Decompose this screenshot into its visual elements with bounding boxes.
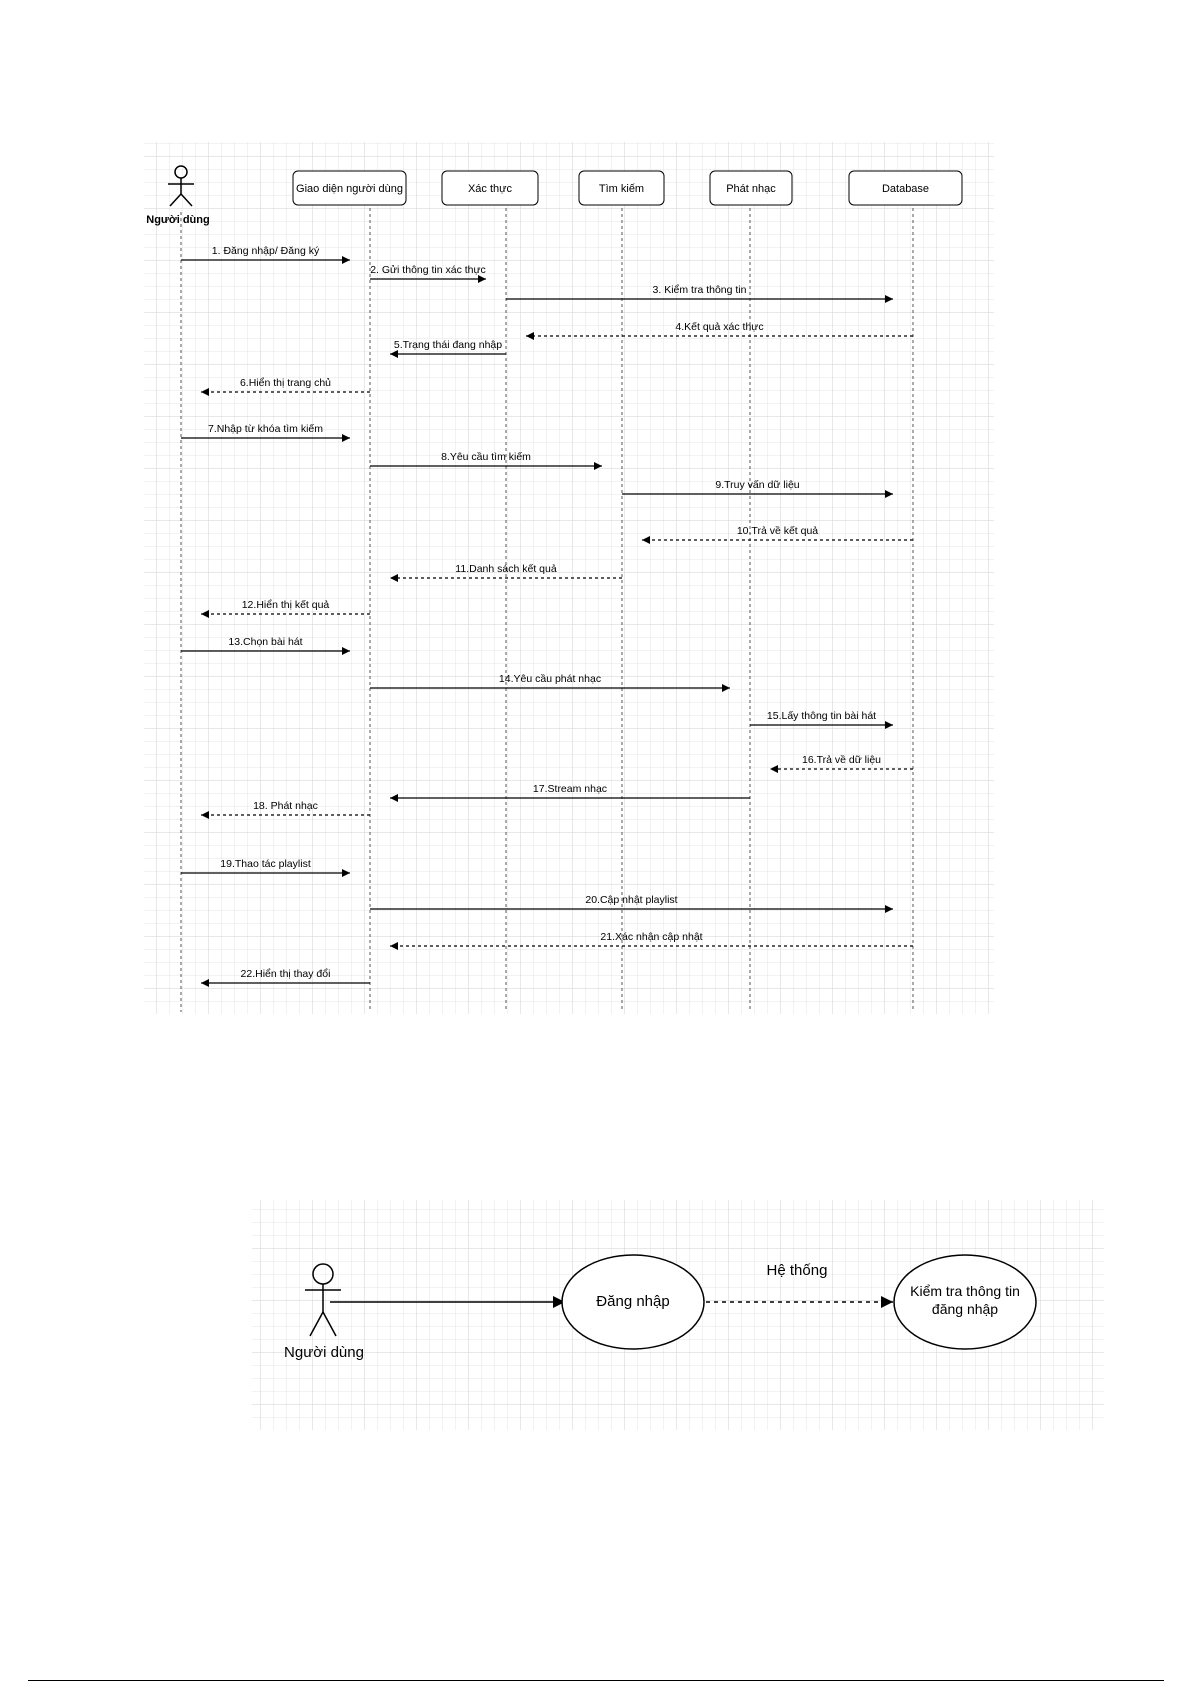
message-label-16: 16.Trả về dữ liệu: [801, 754, 882, 766]
message-label-2: 2. Gửi thông tin xác thực: [370, 264, 486, 276]
message-label-12: 12.Hiển thị kết quả: [241, 599, 330, 611]
message-label-1: 1. Đăng nhập/ Đăng ký: [211, 245, 320, 257]
message-label-3: 3. Kiểm tra thông tin: [652, 284, 747, 296]
message-label-21: 21.Xác nhận cập nhật: [600, 931, 703, 943]
message-label-20: 20.Cập nhật playlist: [585, 894, 678, 906]
participant-search-label: Tìm kiếm: [598, 183, 645, 195]
message-label-7: 7.Nhập từ khóa tìm kiếm: [208, 423, 323, 435]
message-label-6: 6.Hiển thị trang chủ: [239, 377, 332, 389]
message-label-9: 9.Truy vấn dữ liệu: [715, 479, 800, 491]
participant-search: [579, 171, 664, 205]
participant-player-label: Phát nhạc: [726, 183, 776, 195]
message-label-19: 19.Thao tác playlist: [220, 858, 311, 870]
message-label-4: 4.Kết quả xác thực: [675, 321, 764, 333]
participant-ui: [293, 171, 406, 205]
message-label-15: 15.Lấy thông tin bài hát: [766, 710, 877, 722]
message-label-22: 22.Hiển thị thay đổi: [240, 968, 331, 980]
page-footer-rule: [28, 1680, 1164, 1681]
usecase-login-label: Đăng nhập: [596, 1293, 670, 1310]
message-label-14: 14.Yêu cầu phát nhạc: [498, 673, 602, 685]
message-label-18: 18. Phát nhạc: [253, 800, 318, 812]
message-label-10: 10.Trả về kết quả: [736, 525, 819, 537]
usecase-actor-label: Người dùng: [284, 1344, 364, 1361]
participant-db: [849, 171, 962, 205]
participant-db-label: Database: [881, 183, 930, 195]
sequence-grid-background: [144, 142, 994, 1014]
participant-auth-label: Xác thực: [467, 183, 513, 195]
participant-auth: [442, 171, 538, 205]
message-label-17: 17.Stream nhạc: [532, 783, 608, 795]
actor-label: Người dùng: [146, 214, 210, 226]
system-label: Hệ thống: [766, 1262, 828, 1279]
usecase-check-login-line2: đăng nhập: [931, 1301, 999, 1317]
participant-ui-label: Giao diện người dùng: [296, 183, 403, 195]
message-label-5: 5.Trạng thái đang nhập: [393, 339, 503, 351]
usecase-check-login-line1: Kiểm tra thông tin: [910, 1283, 1020, 1299]
message-label-11: 11.Danh sách kết quả: [455, 563, 557, 575]
participant-player: [710, 171, 792, 205]
message-label-13: 13.Chọn bài hát: [228, 636, 303, 648]
message-label-8: 8.Yêu cầu tìm kiếm: [441, 451, 531, 463]
